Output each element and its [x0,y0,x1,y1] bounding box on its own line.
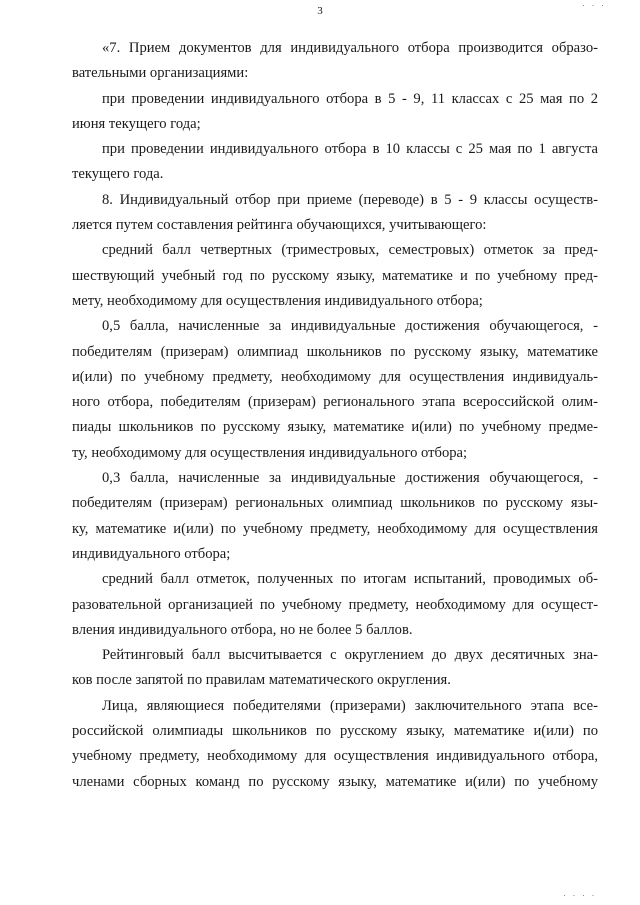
text-line: средний балл отметок, полученных по итогам испытаний, проводимых об- [102,571,598,588]
text-line: победителям (призерам) региональных олимпиад школьников по русскому язы- [72,495,598,512]
text-line: июня текущего года; [72,115,201,132]
text-line: мету, необходимому для осуществления индивидуального отбора; [72,292,483,309]
paragraph [72,137,598,188]
text-line: шествующий учебный год по русскому языку, математике и по учебному пред- [72,267,598,284]
text-line: Лица, являющиеся победителями (призерами) заключительного этапа все- [102,697,598,714]
paragraph [72,36,598,87]
text-line: и(или) по учебному предмету, необходимому для осуществления индивидуаль- [72,368,598,385]
text-line: российской олимпиады школьников по русскому языку, математике и(или) по [72,723,598,740]
page-number: 3 [317,5,323,17]
text-line: текущего года. [72,166,164,183]
paragraph [72,567,598,643]
paragraph [72,188,598,239]
corner-mark-top: · · · [582,0,606,10]
text-line: учебному предмету, необходимому для осуществления индивидуального отбора, [72,748,598,765]
paragraph [72,238,598,314]
paragraph [72,694,598,795]
text-line: индивидуального отбора; [72,545,231,562]
text-line: «7. Прием документов для индивидуального отбора производится образо- [102,40,598,56]
document-body [72,36,598,795]
text-line: ляется путем составления рейтинга обучающихся, учитывающего: [72,217,487,234]
text-line: Рейтинговый балл высчитывается с округлением до двух десятичных зна- [102,647,598,664]
text-line: ту, необходимому для осуществления индивидуального отбора; [72,444,468,461]
text-line: вательными организациями: [72,65,249,82]
text-line: 0,5 балла, начисленные за индивидуальные достижения обучающегося, - [102,318,598,335]
text-line: членами сборных команд по русскому языку, математике и(или) по учебному [72,773,598,790]
paragraph [72,314,598,466]
text-line: ного отбора, победителям (призерам) регионального этапа всероссийской олим- [72,394,598,411]
text-line: победителям (призерам) олимпиад школьников по русскому языку, математике [72,343,598,360]
paragraph [72,87,598,138]
text-line: 8. Индивидуальный отбор при приеме (переводе) в 5 - 9 классы осуществ- [102,191,598,208]
text-line: пиады школьников по русскому языку, математике и(или) по учебному предме- [72,419,598,436]
corner-mark-bottom: · · · · [563,890,597,900]
text-line: средний балл четвертных (триместровых, семестровых) отметок за пред- [102,242,598,259]
text-line: при проведении индивидуального отбора в 5 - 9, 11 классах с 25 мая по 2 [102,90,598,107]
text-line: при проведении индивидуального отбора в 10 классы с 25 мая по 1 августа [102,141,598,158]
paragraph [72,643,598,694]
text-line: ку, математике и(или) по учебному предмету, необходимому для осуществления [72,520,598,537]
text-line: 0,3 балла, начисленные за индивидуальные достижения обучающегося, - [102,470,598,487]
text-line: ков после запятой по правилам математического округления. [72,672,451,689]
text-line: вления индивидуального отбора, но не более 5 баллов. [72,621,413,638]
text-line: разовательной организацией по учебному предмету, необходимому для осущест- [72,596,598,613]
paragraph [72,466,598,567]
